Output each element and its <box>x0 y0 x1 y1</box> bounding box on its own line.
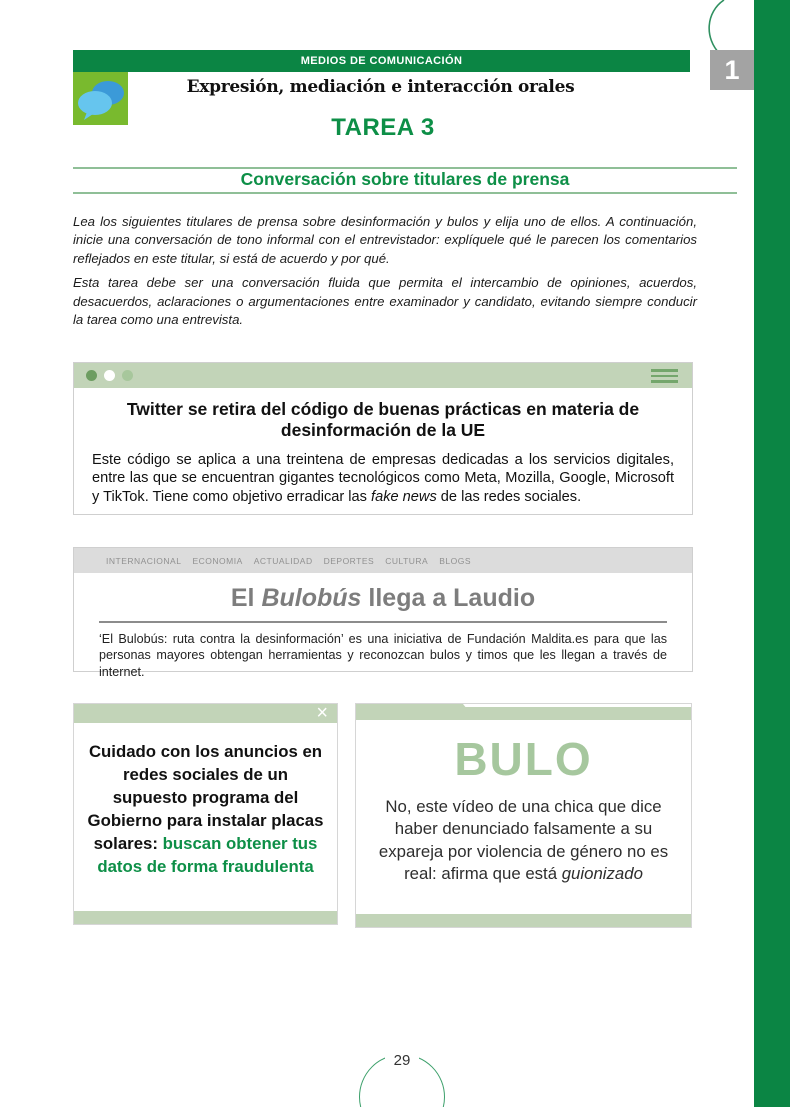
corner-arc-decoration <box>698 0 742 56</box>
headline-text: El <box>230 584 262 612</box>
nav-item-actualidad[interactable]: ACTUALIDAD <box>253 555 313 566</box>
instructions-paragraph-1: Lea los siguientes titulares de prensa sobre desinformación y bulos y elija uno de ellos. A continuación, inicie una conversación de tono informal con el entrevistador: explíquele qué le parecen los comentarios reflejados en este titular, si está de acuerdo y por qué. <box>73 214 697 266</box>
window-control-dots <box>86 370 133 381</box>
news-headline <box>74 584 692 613</box>
popup-title-bar <box>74 704 337 723</box>
bulo-footer-bar <box>356 914 691 927</box>
section-kicker-bar <box>73 50 690 72</box>
news-body <box>92 451 674 507</box>
bulo-folder-tab <box>356 704 476 720</box>
headline-card-browser <box>73 362 693 515</box>
unit-number-badge <box>710 50 754 90</box>
unit-number: 1 <box>724 54 740 85</box>
browser-title-bar <box>74 363 692 388</box>
section-rule-bottom <box>73 192 737 194</box>
body-text: de las redes sociales. <box>436 489 582 506</box>
nav-item-economia[interactable]: ECONOMIA <box>192 555 243 566</box>
bulo-label: BULO <box>454 733 593 785</box>
instructions-paragraph-2: Esta tarea debe ser una conversación fluida que permita el intercambio de opiniones, acuerdos, desacuerdos, aclaraciones o argumentaciones entre examinador y candidato, evitando siempre conducir la tarea como una entrevista. <box>73 275 697 328</box>
window-dot-icon[interactable] <box>122 370 133 381</box>
nav-item-internacional[interactable]: INTERNACIONAL <box>106 555 182 566</box>
nav-item-deportes[interactable]: DEPORTES <box>323 555 375 566</box>
headline-card-news-site <box>73 547 693 679</box>
kicker-label: MEDIOS DE COMUNICACIÓN <box>300 55 463 67</box>
nav-item-blogs[interactable]: BLOGS <box>439 555 472 566</box>
headline-card-bulo <box>355 703 692 928</box>
task-instructions <box>73 213 697 330</box>
close-icon[interactable]: × <box>316 702 328 724</box>
page-number <box>359 1052 445 1070</box>
hamburger-menu-icon[interactable] <box>651 369 678 386</box>
popup-headline <box>74 723 337 878</box>
headline-card-popup <box>73 703 338 925</box>
bulo-body <box>369 796 678 885</box>
window-dot-icon[interactable] <box>86 370 97 381</box>
news-headline: Twitter se retira del código de buenas prácticas en materia de desinformación de la UE <box>126 399 640 441</box>
bulo-tab-bar <box>356 704 691 720</box>
headline-text: llega a Laudio <box>361 584 536 612</box>
headline-text: Cuidado con los anuncios en redes sociales de un supuesto programa del Gobierno para instalar placas solares: <box>87 742 324 853</box>
body-text: No, este vídeo de una chica que dice haber denunciado falsamente a su expareja por violencia de género no es real: afirma que está <box>378 797 669 883</box>
nav-item-cultura[interactable]: CULTURA <box>385 555 429 566</box>
headline-divider <box>99 621 667 623</box>
section-title: Conversación sobre titulares de prensa <box>240 169 570 189</box>
headline-text-italic: Bulobús <box>261 584 362 612</box>
body-text: Este código se aplica a una treintena de empresas dedicadas a los servicios digitales, entre las que se encuentran gigantes tecnológicos como Meta, Mozilla, Google, Microsoft y TikTok. Tiene como objetivo erradicar las <box>92 451 674 506</box>
page-number-text: 29 <box>385 1052 420 1069</box>
body-text-italic: fake news <box>371 489 437 506</box>
window-dot-icon[interactable] <box>104 370 115 381</box>
page-title: Expresión, mediación e interacción orales <box>186 77 575 97</box>
news-site-nav <box>74 548 692 573</box>
page-edge-bar <box>754 0 790 1107</box>
news-body: ‘El Bulobús: ruta contra la desinformación’ es una iniciativa de Fundación Maldita.es para que las personas mayores obtengan herramientas y reconozcan bulos y timos que les llegan a través de internet. <box>99 632 667 679</box>
popup-footer-bar <box>74 911 337 924</box>
headline-text-green: buscan obtener tus datos de forma fraudulenta <box>97 834 318 876</box>
task-title: TAREA 3 <box>331 114 435 141</box>
body-text-italic: guionizado <box>561 863 643 883</box>
